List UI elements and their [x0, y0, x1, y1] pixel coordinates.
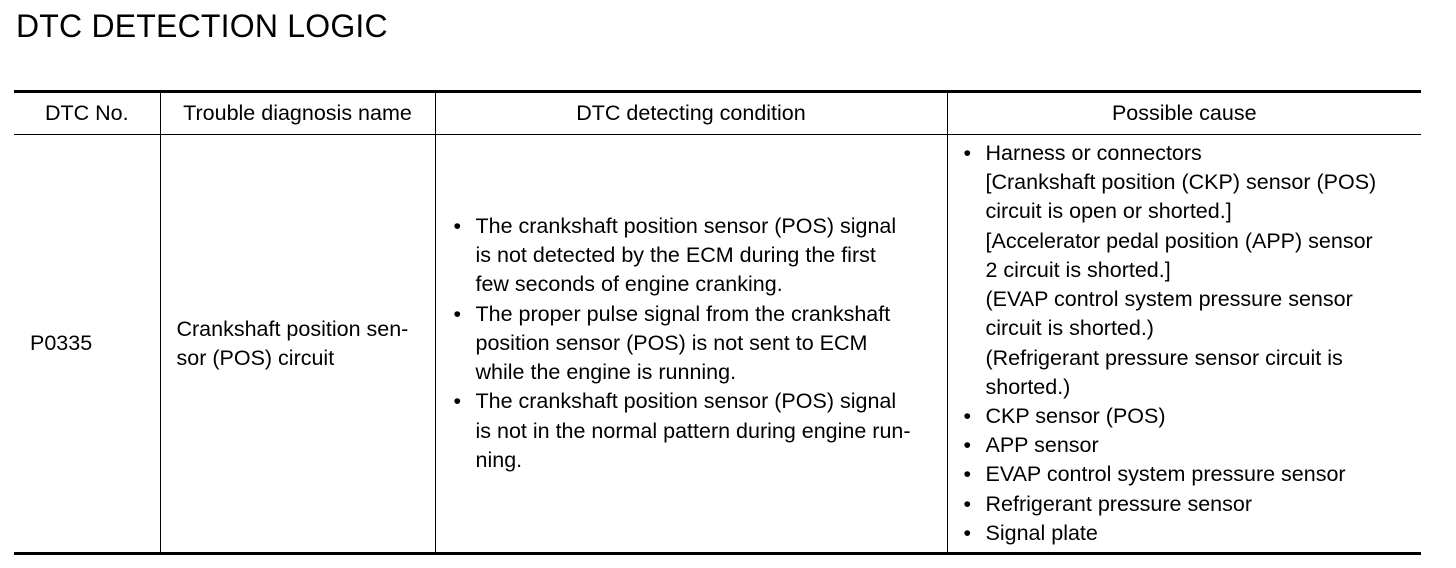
condition-item	[452, 300, 939, 388]
name-line: Crankshaft position sen-	[176, 316, 409, 341]
cause-item	[962, 519, 1414, 548]
condition-line: position sensor (POS) is not sent to ECM	[475, 330, 868, 355]
header-trouble-diagnosis-name: Trouble diagnosis name	[160, 92, 435, 135]
cause-line: • CKP sensor (POS)	[985, 403, 1166, 428]
condition-line: • The crankshaft position sensor (POS) signal	[475, 389, 897, 414]
cause-detail: [Crankshaft position (CKP) sensor (POS)	[985, 170, 1377, 195]
table-row	[14, 135, 1421, 554]
cause-item	[962, 139, 1414, 402]
condition-list	[452, 212, 939, 475]
condition-line: • The crankshaft position sensor (POS) signal	[475, 214, 897, 239]
condition-item	[452, 387, 939, 475]
table-header-row	[14, 92, 1421, 135]
condition-line: few seconds of engine cranking.	[475, 272, 783, 297]
detecting-conditions	[435, 135, 947, 554]
cause-line: • Harness or connectors	[985, 141, 1202, 166]
condition-line: ning.	[475, 447, 523, 472]
cause-item	[962, 431, 1414, 460]
cause-item	[962, 402, 1414, 431]
header-possible-cause: Possible cause	[1111, 101, 1257, 125]
trouble-diagnosis-name	[160, 135, 435, 554]
cause-line: • EVAP control system pressure sensor	[985, 462, 1346, 487]
cause-line: • Refrigerant pressure sensor	[985, 491, 1252, 516]
cause-detail: (Refrigerant pressure sensor circuit is	[985, 345, 1343, 370]
possible-causes	[947, 135, 1421, 554]
condition-line: • The proper pulse signal from the crankshaft	[475, 301, 891, 326]
cause-detail: [Accelerator pedal position (APP) sensor	[985, 228, 1373, 253]
cause-list	[962, 139, 1414, 548]
cause-detail: 2 circuit is shorted.]	[985, 257, 1171, 282]
cause-detail: shorted.)	[985, 374, 1071, 399]
header-dtc-detecting-condition: DTC detecting condition	[435, 92, 947, 135]
cause-item	[962, 460, 1414, 489]
condition-line: is not detected by the ECM during the first	[475, 243, 876, 268]
dtc-number: P0335	[14, 135, 160, 554]
page-title: DTC DETECTION LOGIC	[16, 8, 388, 44]
dtc-detection-table	[14, 90, 1421, 555]
cause-line: • Signal plate	[985, 520, 1098, 545]
cause-item	[962, 490, 1414, 519]
cause-detail: circuit is shorted.)	[985, 316, 1154, 341]
name-line: sor (POS) circuit	[176, 345, 335, 370]
cause-detail: (EVAP control system pressure sensor	[985, 287, 1353, 312]
cause-detail: circuit is open or shorted.]	[985, 199, 1232, 224]
header-dtc-no: DTC No.	[14, 92, 160, 135]
cause-line: • APP sensor	[985, 433, 1099, 458]
condition-item	[452, 212, 939, 300]
condition-line: is not in the normal pattern during engine run-	[475, 418, 911, 443]
condition-line: while the engine is running.	[475, 360, 737, 385]
